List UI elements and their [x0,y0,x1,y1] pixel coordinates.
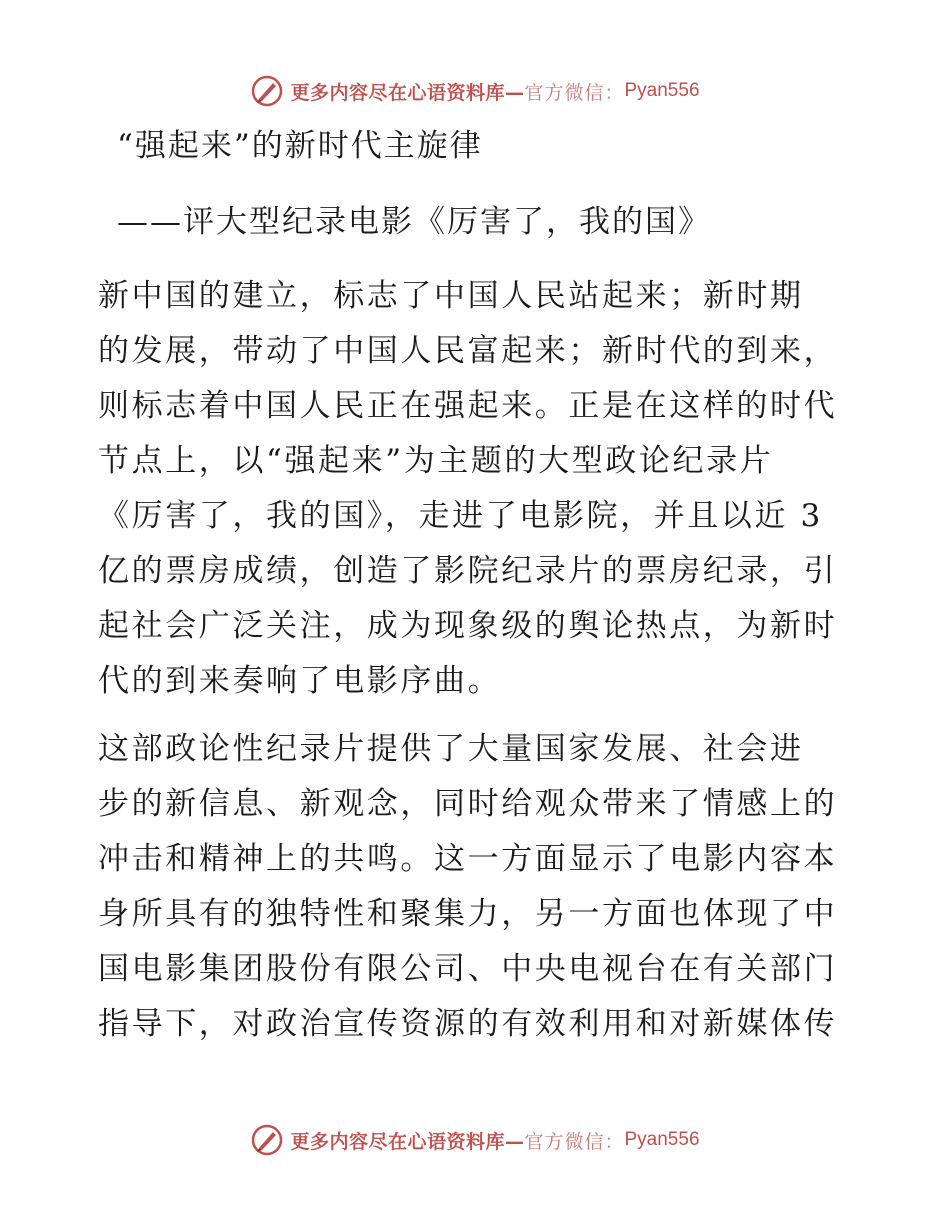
watermark-text: 更多内容尽在心语资料库— [290,81,525,104]
footer-watermark [0,1120,950,1160]
paragraph-line: 节点上，以“强起来”为主题的大型政论纪录片 [98,443,774,479]
paragraph-line: 这部政论性纪录片提供了大量国家发展、社会进 [98,731,804,767]
watermark-wechat-label: 官方微信： [524,81,625,104]
paragraph-line: 亿的票房成绩，创造了影院纪录片的票房纪录，引 [98,553,838,589]
paragraph-line: 起社会广泛关注，成为现象级的舆论热点，为新时 [98,608,838,644]
paragraph-line: 的发展，带动了中国人民富起来；新时代的到来， [98,333,838,369]
paragraph-line: 指导下，对政治宣传资源的有效利用和对新媒体传 [98,1006,838,1042]
paragraph-line: 新中国的建立，标志了中国人民站起来；新时期 [98,278,804,314]
quill-pen-logo-icon [250,74,284,108]
document-title: “强起来”的新时代主旋律 [117,128,483,164]
paragraph-1 [98,269,858,709]
document-subtitle: ——评大型纪录电影《厉害了，我的国》 [117,204,711,240]
watermark-wechat-label: 官方微信： [524,1130,625,1153]
paragraph-line: 则标志着中国人民正在强起来。正是在这样的时代 [98,388,838,424]
watermark-text: 更多内容尽在心语资料库— [290,1130,525,1153]
paragraph-line: 冲击和精神上的共鸣。这一方面显示了电影内容本 [98,841,838,877]
watermark-wechat-id: Pyan556 [624,1129,700,1150]
paragraph-line: 代的到来奏响了电影序曲。 [98,663,502,699]
paragraph-line: 国电影集团股份有限公司、中央电视台在有关部门 [98,951,838,987]
paragraph-line: 步的新信息、新观念，同时给观众带来了情感上的 [98,786,838,822]
watermark-wechat-id: Pyan556 [624,80,700,101]
paragraph-line: 《厉害了，我的国》，走进了电影院，并且以近 3 [98,498,823,534]
paragraph-2 [98,722,858,1052]
paragraph-line: 身所具有的独特性和聚集力，另一方面也体现了中 [98,896,838,932]
header-watermark [0,71,950,111]
quill-pen-logo-icon [250,1123,284,1157]
